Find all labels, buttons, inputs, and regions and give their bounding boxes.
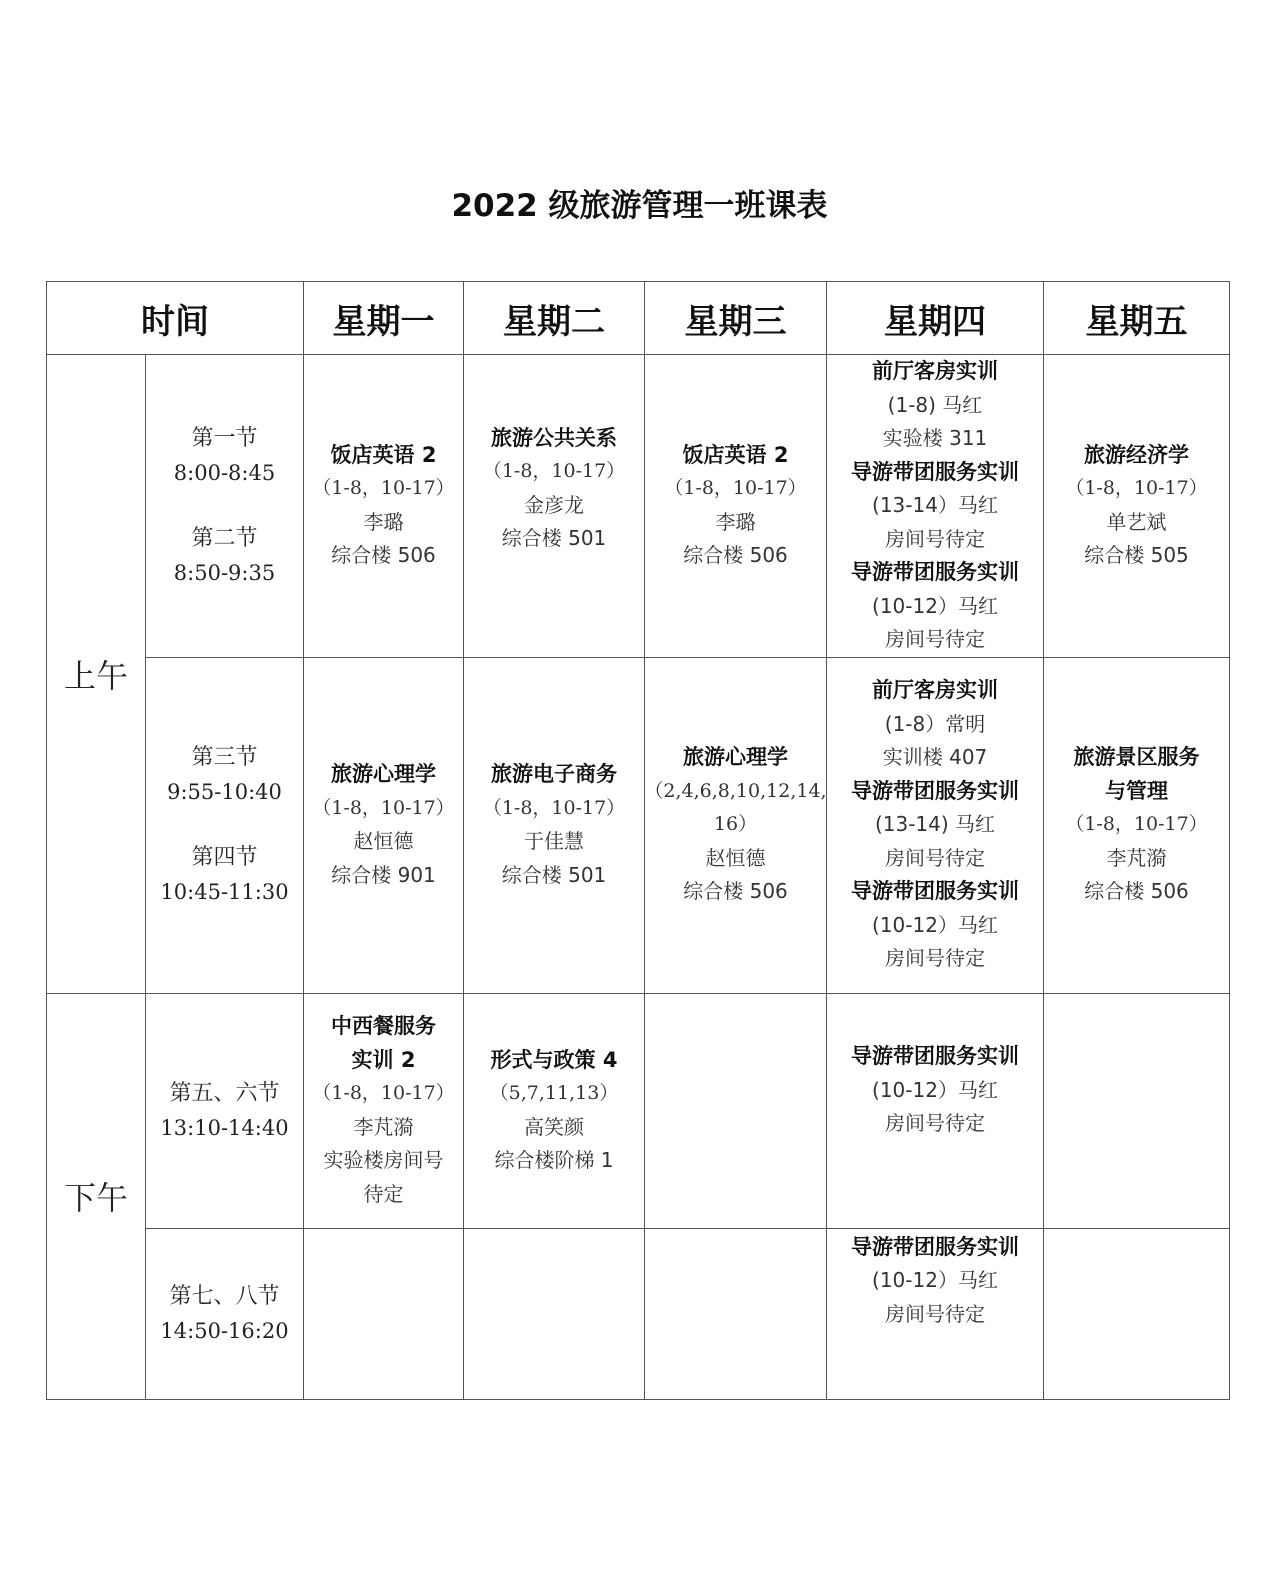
period-name: 第五、六节 bbox=[169, 1080, 280, 1106]
table-row-periods-7-8 bbox=[47, 1228, 1230, 1399]
course-weeks-teacher: (13-14）马红 bbox=[872, 493, 998, 517]
course-room: 房间号待定 bbox=[885, 1301, 985, 1326]
course-room: 综合楼 505 bbox=[1084, 543, 1189, 568]
course-cell-mon-p56[interactable] bbox=[304, 993, 464, 1228]
course-room: 实验楼 311 bbox=[882, 426, 988, 450]
morning-label: 上午 bbox=[47, 355, 146, 994]
course-name: 旅游心理学 bbox=[331, 762, 436, 786]
course-name: 导游带团服务实训 bbox=[851, 778, 1019, 803]
period-name: 第一节 bbox=[191, 425, 258, 451]
course-weeks-teacher: (13-14) 马红 bbox=[874, 812, 996, 837]
course-cell-thu-p34[interactable] bbox=[827, 657, 1044, 993]
course-name: 导游带团服务实训 bbox=[851, 879, 1019, 904]
course-room: 房间号待定 bbox=[885, 526, 985, 551]
course-weeks-teacher: (10-12）马红 bbox=[872, 912, 998, 937]
course-teacher: 李璐 bbox=[363, 509, 404, 534]
course-cell-fri-p34[interactable] bbox=[1044, 657, 1230, 993]
page-title: 2022 级旅游管理一班课表 bbox=[451, 188, 828, 224]
period-name: 第三节 bbox=[191, 745, 258, 770]
course-weeks: （1-8，10-17） bbox=[312, 796, 455, 819]
course-teacher: 于佳慧 bbox=[524, 829, 584, 853]
course-name: 旅游公共关系 bbox=[491, 425, 617, 450]
course-weeks: （1-8，10-17） bbox=[482, 796, 626, 819]
course-cell-mon-p34[interactable] bbox=[304, 657, 464, 993]
course-name: 形式与政策 4 bbox=[490, 1047, 618, 1072]
course-weeks-continued: 16） bbox=[713, 813, 758, 836]
period-time: 9:55-10:40 bbox=[167, 780, 282, 804]
course-entry bbox=[872, 674, 998, 775]
course-room: 实训楼 407 bbox=[882, 745, 988, 770]
course-cell-tue-p56[interactable] bbox=[464, 993, 645, 1228]
table-row-periods-3-4 bbox=[47, 657, 1230, 993]
course-teacher: 李璐 bbox=[715, 509, 756, 534]
course-cell-fri-p56-empty[interactable] bbox=[1044, 993, 1230, 1228]
course-cell-tue-p78-empty[interactable] bbox=[464, 1228, 645, 1399]
course-cell-wed-p12[interactable] bbox=[645, 355, 827, 658]
course-name: 旅游景区服务 bbox=[1073, 745, 1200, 770]
period-cell-7-8 bbox=[146, 1228, 304, 1399]
course-room-continued: 待定 bbox=[363, 1181, 404, 1206]
course-cell-fri-p12[interactable] bbox=[1044, 355, 1230, 658]
course-entry bbox=[851, 456, 1019, 557]
course-room: 综合楼 501 bbox=[501, 526, 607, 551]
course-weeks-teacher: (10-12）马红 bbox=[872, 1268, 998, 1292]
course-cell-tue-p34[interactable] bbox=[464, 657, 645, 993]
header-wednesday: 星期三 bbox=[645, 282, 827, 355]
course-cell-wed-p78-empty[interactable] bbox=[645, 1228, 827, 1399]
period-time: 8:00-8:45 bbox=[173, 460, 276, 485]
course-cell-fri-p78-empty[interactable] bbox=[1044, 1228, 1230, 1399]
header-thursday: 星期四 bbox=[827, 282, 1044, 355]
course-weeks: （1-8，10-17） bbox=[312, 1082, 455, 1104]
course-teacher: 李芃漪 bbox=[1106, 845, 1167, 870]
period-time: 13:10-14:40 bbox=[160, 1115, 289, 1140]
schedule-table bbox=[46, 281, 1230, 1400]
course-name: 旅游电子商务 bbox=[491, 762, 617, 786]
course-cell-thu-p56[interactable] bbox=[827, 993, 1044, 1228]
course-entry bbox=[851, 875, 1019, 976]
afternoon-label: 下午 bbox=[47, 993, 146, 1399]
course-room: 房间号待定 bbox=[885, 946, 985, 971]
course-room: 综合楼 901 bbox=[331, 862, 436, 887]
course-room: 综合楼阶梯 1 bbox=[494, 1148, 614, 1172]
period-cell-3-4 bbox=[146, 657, 304, 993]
course-cell-wed-p56-empty[interactable] bbox=[645, 993, 827, 1228]
course-cell-wed-p34[interactable] bbox=[645, 657, 827, 993]
course-name: 中西餐服务 bbox=[331, 1014, 436, 1038]
course-cell-mon-p78-empty[interactable] bbox=[304, 1228, 464, 1399]
course-cell-tue-p12[interactable] bbox=[464, 355, 645, 658]
course-name: 旅游心理学 bbox=[683, 745, 788, 770]
header-time: 时间 bbox=[47, 282, 304, 355]
course-room: 房间号待定 bbox=[885, 1111, 985, 1136]
course-teacher: 单艺斌 bbox=[1106, 509, 1167, 534]
table-row-periods-5-6 bbox=[47, 993, 1230, 1228]
course-weeks: （1-8，10-17） bbox=[664, 477, 807, 500]
course-weeks: （1-8，10-17） bbox=[312, 477, 455, 500]
course-weeks-teacher: (10-12）马红 bbox=[872, 593, 998, 618]
header-friday: 星期五 bbox=[1044, 282, 1230, 355]
course-weeks: （1-8，10-17） bbox=[1065, 813, 1208, 836]
course-room: 房间号待定 bbox=[885, 845, 985, 870]
table-row-periods-1-2 bbox=[47, 355, 1230, 658]
course-weeks: （1-8，10-17） bbox=[1065, 477, 1208, 500]
course-teacher: 赵恒德 bbox=[353, 829, 414, 853]
course-name: 饭店英语 2 bbox=[330, 442, 437, 467]
course-weeks: （1-8，10-17） bbox=[482, 460, 626, 483]
course-teacher: 高笑颜 bbox=[524, 1114, 584, 1139]
period-time: 8:50-9:35 bbox=[173, 560, 276, 585]
header-monday: 星期一 bbox=[304, 282, 464, 355]
period-name: 第二节 bbox=[191, 525, 258, 551]
course-entry bbox=[851, 775, 1019, 876]
period-time: 14:50-16:20 bbox=[160, 1318, 289, 1343]
course-entry bbox=[872, 355, 998, 456]
header-row bbox=[47, 282, 1230, 355]
course-room: 综合楼 506 bbox=[683, 543, 788, 568]
course-weeks: （2,4,6,8,10,12,14, bbox=[644, 779, 827, 802]
course-entry bbox=[851, 556, 1019, 657]
header-tuesday: 星期二 bbox=[464, 282, 645, 355]
course-room: 综合楼 506 bbox=[331, 543, 436, 568]
course-name: 前厅客房实训 bbox=[872, 359, 998, 383]
course-name: 导游带团服务实训 bbox=[851, 1044, 1019, 1069]
course-cell-thu-p78[interactable] bbox=[827, 1228, 1044, 1399]
course-name-continued: 与管理 bbox=[1105, 778, 1168, 803]
period-name: 第七、八节 bbox=[169, 1283, 280, 1309]
course-weeks: （5,7,11,13） bbox=[489, 1082, 619, 1104]
period-name: 第四节 bbox=[191, 845, 258, 870]
period-time: 10:45-11:30 bbox=[160, 880, 289, 904]
course-room: 房间号待定 bbox=[885, 627, 985, 651]
course-name: 旅游经济学 bbox=[1084, 442, 1189, 467]
period-cell-5-6 bbox=[146, 993, 304, 1228]
course-name: 饭店英语 2 bbox=[682, 442, 789, 467]
course-weeks-teacher: (1-8) 马红 bbox=[887, 392, 983, 417]
course-name: 导游带团服务实训 bbox=[851, 1234, 1019, 1259]
course-cell-mon-p12[interactable] bbox=[304, 355, 464, 658]
course-name-continued: 实训 2 bbox=[351, 1047, 416, 1072]
course-room: 综合楼 506 bbox=[1084, 879, 1189, 904]
course-room: 实验楼房间号 bbox=[323, 1148, 444, 1172]
course-room: 综合楼 501 bbox=[501, 862, 607, 887]
course-cell-thu-p12[interactable] bbox=[827, 355, 1044, 658]
period-cell-1-2 bbox=[146, 355, 304, 658]
course-name: 导游带团服务实训 bbox=[851, 560, 1019, 584]
course-room: 综合楼 506 bbox=[683, 879, 788, 904]
course-name: 前厅客房实训 bbox=[872, 678, 998, 703]
course-weeks-teacher: (1-8）常明 bbox=[884, 711, 986, 736]
course-name: 导游带团服务实训 bbox=[851, 459, 1019, 484]
course-weeks-teacher: (10-12）马红 bbox=[872, 1077, 998, 1102]
course-teacher: 赵恒德 bbox=[705, 845, 766, 870]
course-teacher: 金彦龙 bbox=[524, 492, 584, 517]
course-teacher: 李芃漪 bbox=[353, 1114, 414, 1139]
